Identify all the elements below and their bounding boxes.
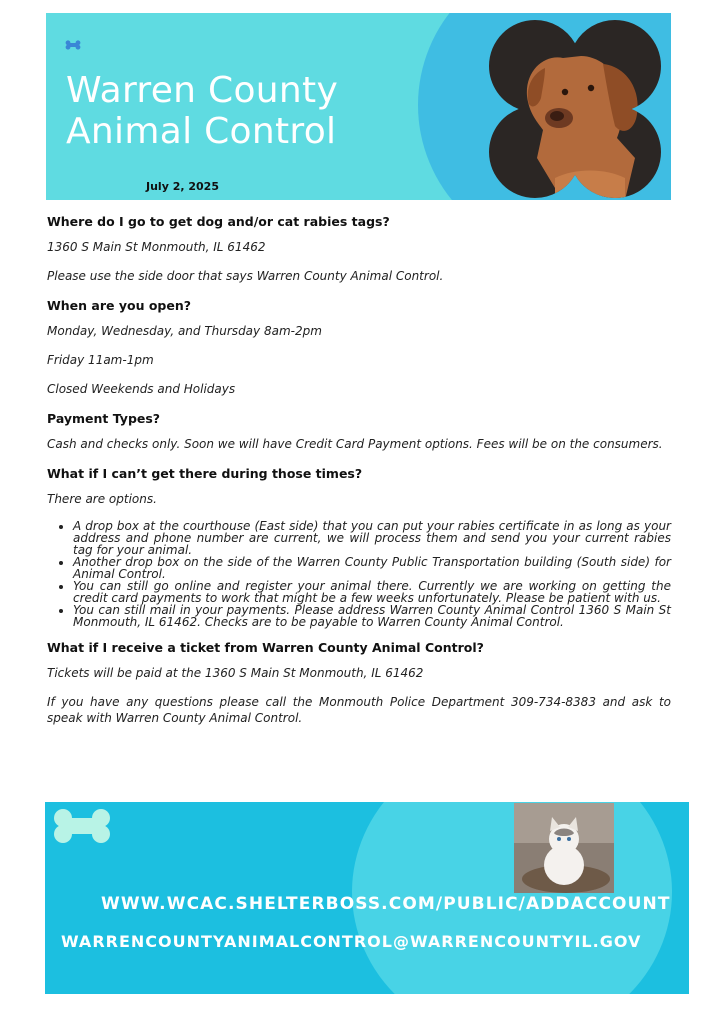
cat-photo <box>514 803 614 893</box>
options-list <box>47 520 671 628</box>
section-heading: Where do I go to get dog and/or cat rabies tags? <box>47 214 390 229</box>
list-item: • You can still go online and register your animal there. Currently we are working on getting the credit card payments to work that might be a few weeks unfortunately. Please be patient with us. <box>73 580 671 604</box>
title-line-1: Warren County <box>66 70 339 111</box>
dog-photo <box>485 18 665 200</box>
main-content <box>47 213 671 739</box>
page-title <box>66 70 338 152</box>
section-heading: What if I can’t get there during those times? <box>47 466 363 481</box>
paragraph: Closed Weekends and Holidays <box>47 382 236 396</box>
section-heading: Payment Types? <box>47 411 161 426</box>
section-heading: When are you open? <box>47 298 191 313</box>
paragraph: There are options. <box>47 492 157 506</box>
list-item: • You can still mail in your payments. Please address Warren County Animal Control 1360 S Main St Monmouth, IL 61462. Checks are to be payable to Warren County Animal Control. <box>73 604 671 628</box>
bone-icon <box>51 806 113 846</box>
paragraph: 1360 S Main St Monmouth, IL 61462 <box>47 240 266 254</box>
list-item: • A drop box at the courthouse (East side) that you can put your rabies certificate in as long as your address and phone number are current, we will process them and send you your current rabies tag for your animal. <box>73 520 671 556</box>
title-line-2: Animal Control <box>66 111 337 152</box>
bone-icon <box>65 40 81 50</box>
footer-banner <box>45 802 689 994</box>
email-link[interactable]: WARRENCOUNTYANIMALCONTROL@WARRENCOUNTYIL.GOV <box>61 932 642 951</box>
paragraph: Please use the side door that says Warren County Animal Control. <box>47 269 444 283</box>
list-item: • Another drop box on the side of the Warren County Public Transportation building (South side) for Animal Control. <box>73 556 671 580</box>
header-banner <box>46 13 671 200</box>
paragraph: Friday 11am-1pm <box>47 353 154 367</box>
section-heading: What if I receive a ticket from Warren County Animal Control? <box>47 640 484 655</box>
publish-date: July 2, 2025 <box>146 180 219 193</box>
paragraph: Monday, Wednesday, and Thursday 8am-2pm <box>47 324 322 338</box>
website-link[interactable]: WWW.WCAC.SHELTERBOSS.COM/PUBLIC/ADDACCOUNT <box>101 894 671 914</box>
paragraph: If you have any questions please call the Monmouth Police Department 309-734-8383 and ask to speak with Warren County Animal Control. <box>47 695 671 725</box>
paragraph: Cash and checks only. Soon we will have Credit Card Payment options. Fees will be on the consumers. <box>47 437 663 451</box>
paragraph: Tickets will be paid at the 1360 S Main St Monmouth, IL 61462 <box>47 666 424 680</box>
